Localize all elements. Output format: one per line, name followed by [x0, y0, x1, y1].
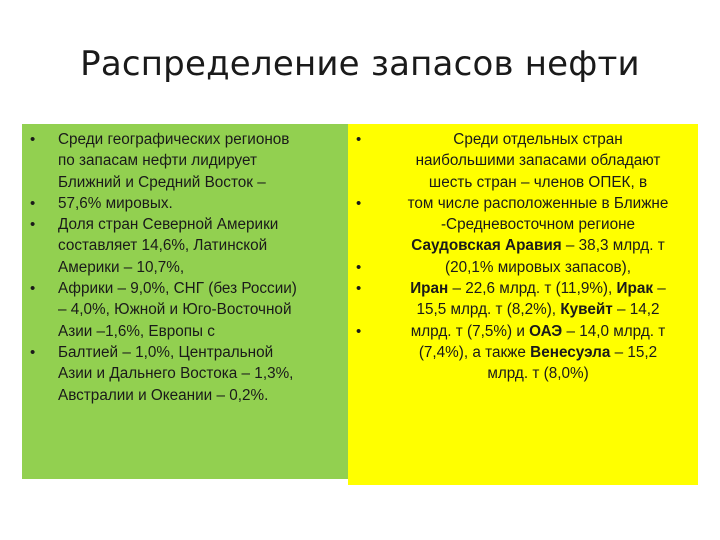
bullet-icon: •	[356, 131, 362, 148]
bullet-icon: •	[356, 280, 362, 298]
right-line-text: (7,4%), а также	[418, 343, 531, 361]
right-line-text: наибольшими запасами обладают	[415, 152, 661, 170]
right-line-text: том числе расположенные в Ближне	[407, 194, 669, 212]
bullet-icon: •	[30, 194, 36, 212]
country-name: Саудовская Аравия	[411, 237, 562, 255]
right-line-text: млрд. т (7,5%) и	[410, 322, 530, 340]
country-name: ОАЭ	[529, 322, 563, 340]
right-line-text: (20,1% мировых запасов),	[445, 258, 631, 276]
left-line	[22, 214, 348, 235]
right-line-text: шесть стран – членов ОПЕК, в	[428, 173, 648, 191]
left-line-text: Доля стран Северной Америки	[58, 216, 279, 234]
left-line	[22, 299, 348, 320]
left-line-text: составляет 14,6%, Латинской	[58, 237, 268, 255]
right-line	[348, 257, 696, 278]
country-name: Иран	[410, 280, 449, 298]
right-line	[348, 342, 696, 363]
right-line	[348, 193, 696, 214]
left-line	[22, 257, 348, 278]
left-line-text: Азии и Дальнего Востока – 1,3%,	[58, 365, 294, 383]
bullet-icon: •	[356, 194, 362, 212]
right-line-text: 15,5 млрд. т (8,2%),	[416, 301, 561, 319]
bullet-icon: •	[356, 258, 362, 276]
right-line	[348, 172, 696, 193]
right-line	[348, 214, 696, 235]
right-line-text: – 15,2	[610, 343, 658, 361]
left-line	[22, 385, 348, 406]
right-line-text: – 22,6 млрд. т (11,9%),	[448, 280, 617, 298]
left-line-text: Балтией – 1,0%, Центральной	[58, 343, 274, 361]
bullet-icon: •	[30, 216, 36, 234]
left-line	[22, 235, 348, 256]
right-line	[348, 363, 696, 384]
country-name: Кувейт	[560, 301, 613, 319]
left-line-text: Ближний и Средний Восток –	[58, 173, 266, 191]
left-line-text: – 4,0%, Южной и Юго-Восточной	[58, 301, 292, 319]
slide-title: Распределение запасов нефти	[80, 44, 640, 84]
right-line	[348, 321, 696, 342]
left-line	[22, 172, 348, 193]
left-line-text: Среди географических регионов	[58, 131, 290, 148]
right-column-panel	[348, 124, 698, 485]
left-line-text: по запасам нефти лидирует	[58, 152, 258, 170]
bullet-icon: •	[30, 343, 36, 361]
left-line	[22, 150, 348, 171]
right-line-text: млрд. т (8,0%)	[487, 365, 589, 383]
right-line	[348, 129, 696, 150]
left-line	[22, 321, 348, 342]
left-line-text: Австралии и Океании – 0,2%.	[58, 386, 269, 404]
left-line	[22, 278, 348, 299]
right-line-text: Среди отдельных стран	[453, 131, 623, 148]
right-bullet-list	[348, 129, 698, 385]
bullet-icon: •	[30, 131, 36, 148]
right-line	[348, 150, 696, 171]
right-line-text: – 38,3 млрд. т	[561, 237, 665, 255]
left-line	[22, 129, 348, 150]
left-line-text: Азии –1,6%, Европы с	[58, 322, 215, 340]
right-line	[348, 278, 696, 299]
country-name: Венесуэла	[530, 343, 611, 361]
left-line	[22, 363, 348, 384]
left-line	[22, 342, 348, 363]
bullet-icon: •	[356, 322, 362, 340]
bullet-icon: •	[30, 280, 36, 298]
right-line-text: – 14,2	[612, 301, 660, 319]
right-line-text: –	[653, 280, 666, 298]
left-line-text: Америки – 10,7%,	[58, 258, 185, 276]
right-line	[348, 235, 696, 256]
left-line-text: Африки – 9,0%, СНГ (без России)	[58, 280, 297, 298]
country-name: Ирак	[616, 280, 654, 298]
right-line	[348, 299, 696, 320]
right-line-text: – 14,0 млрд. т	[562, 322, 666, 340]
left-line	[22, 193, 348, 214]
right-line-text: -Средневосточном регионе	[440, 216, 636, 234]
left-column-panel	[22, 124, 348, 479]
left-bullet-list	[22, 129, 348, 406]
left-line-text: 57,6% мировых.	[58, 194, 173, 212]
